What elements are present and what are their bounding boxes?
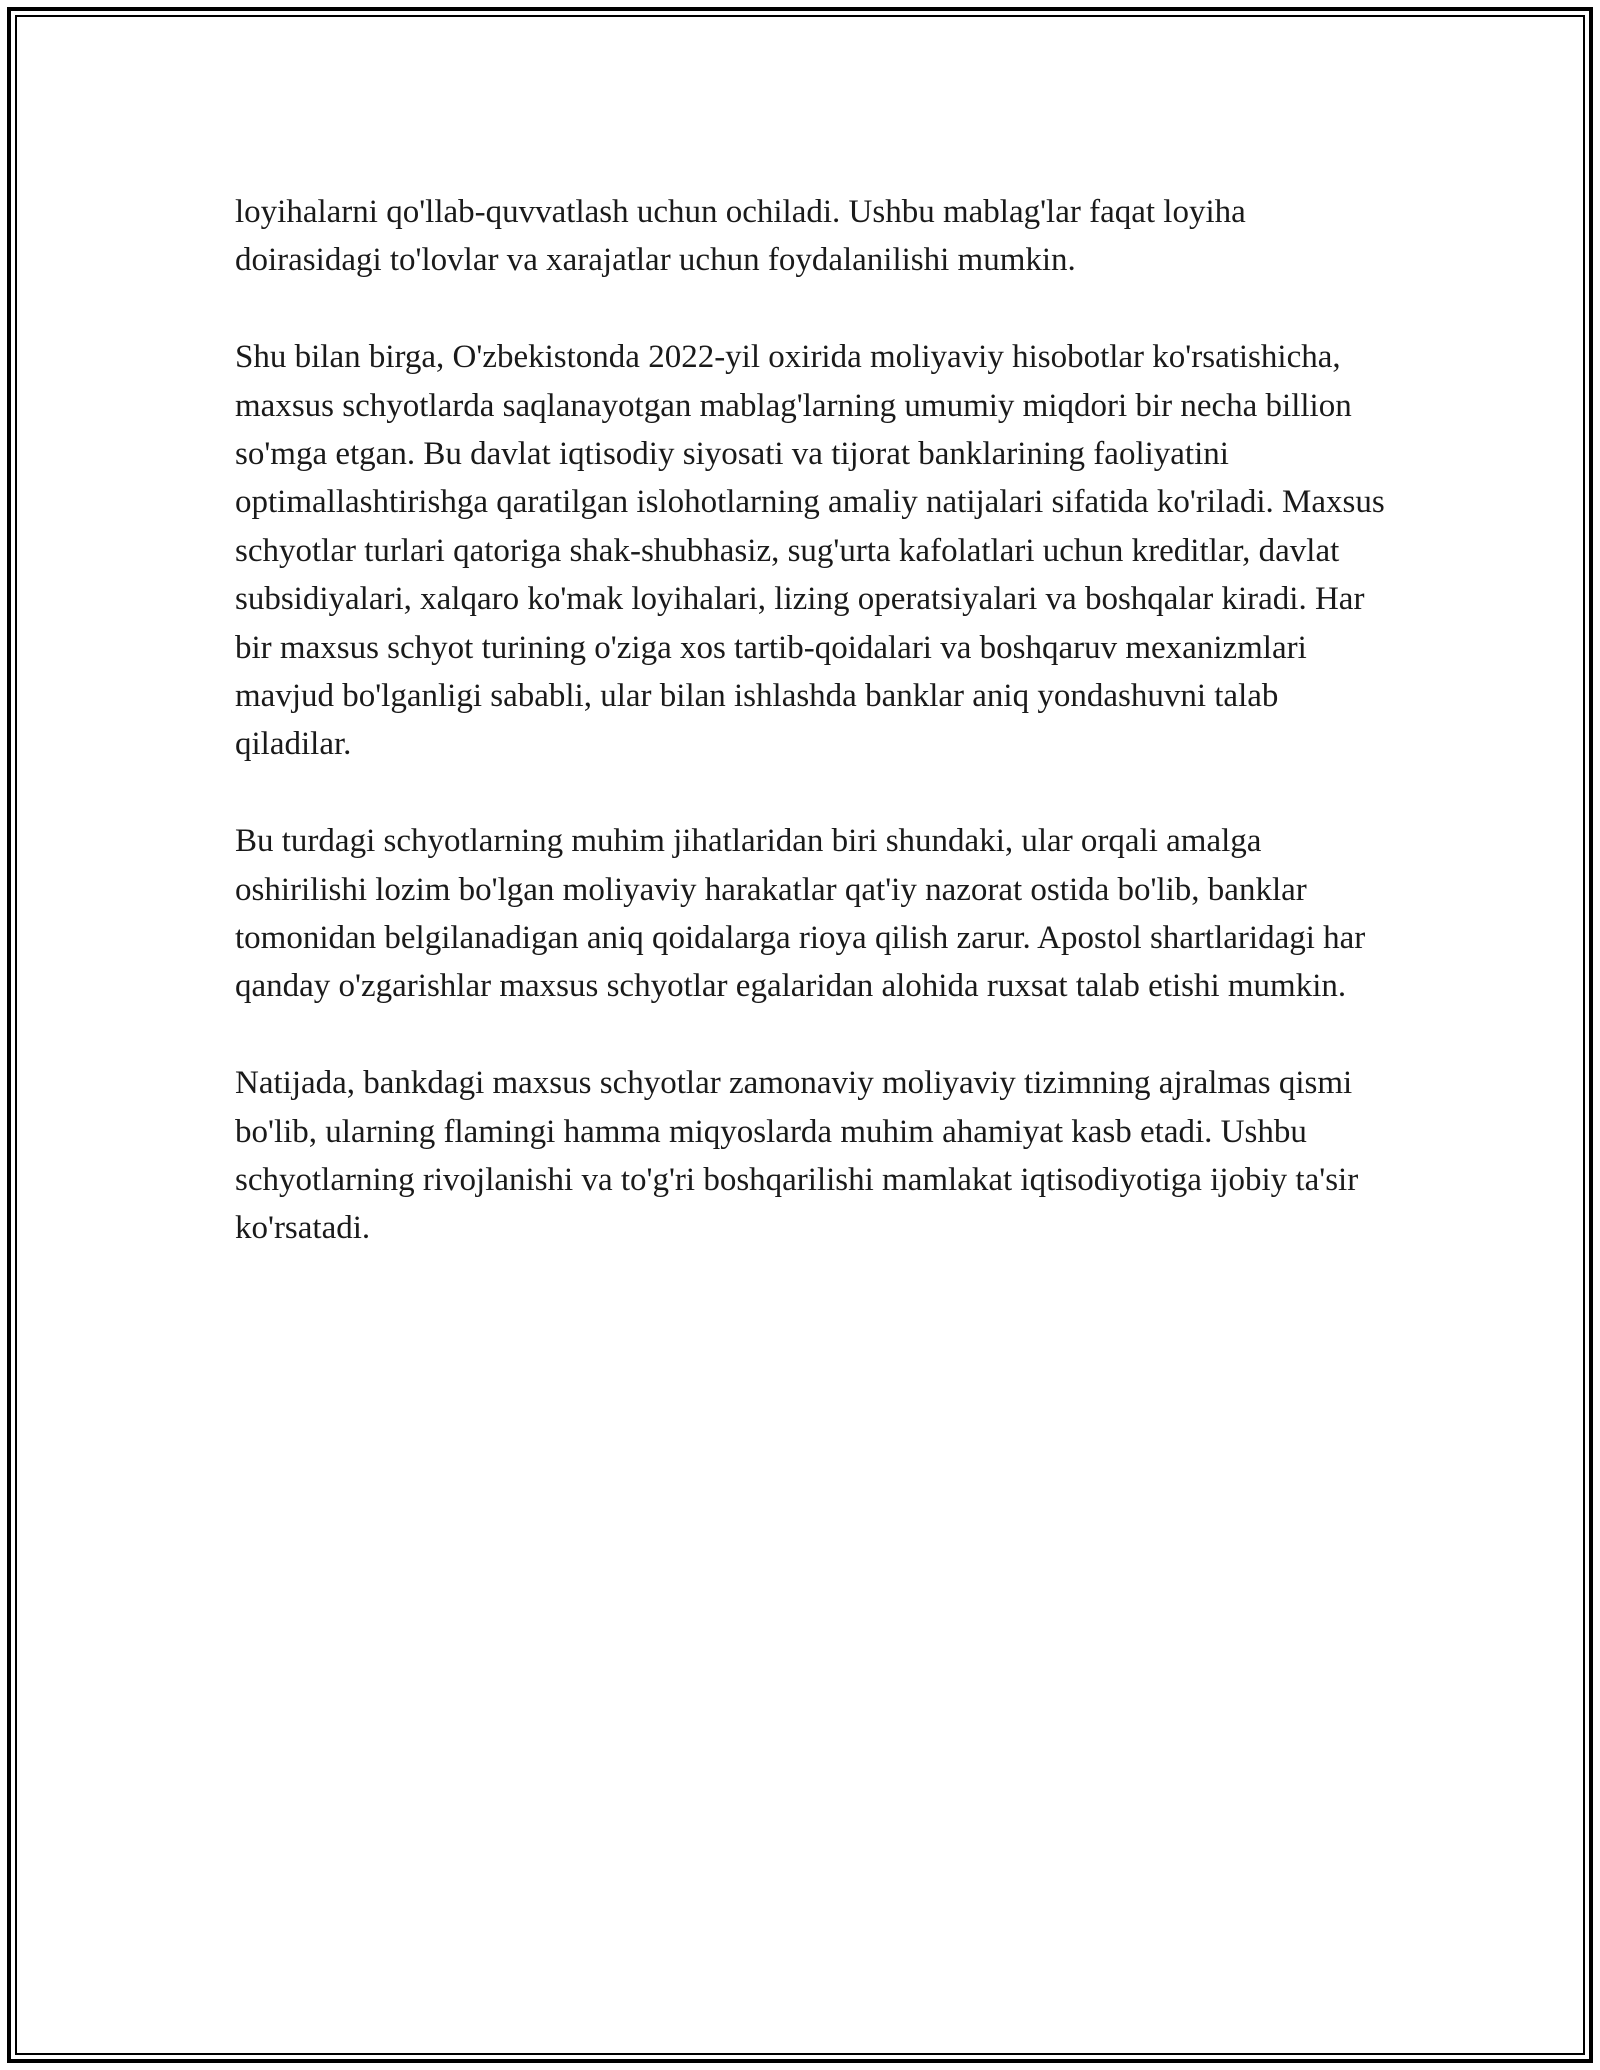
paragraph-1: loyihalarni qo'llab-quvvatlash uchun ochiladi. Ushbu mablag'lar faqat loyiha doirasidagi to'lovlar va xarajatlar uchun foydalanilishi mumkin.	[235, 194, 1246, 279]
paragraph-3: Bu turdagi schyotlarning muhim jihatlaridan biri shundaki, ular orqali amalga oshirilishi lozim bo'lgan moliyaviy harakatlar qat'iy nazorat ostida bo'lib, banklar tomonidan belgilanadigan aniq qoidalarga rioya qilish zarur. Apostol shartlaridagi har qanday o'zgarishlar maxsus schyotlar egalaridan alohida ruxsat talab etishi mumkin.	[235, 823, 1366, 1005]
paragraph-2: Shu bilan birga, O'zbekistonda 2022-yil oxirida moliyaviy hisobotlar ko'rsatishicha, maxsus schyotlarda saqlanayotgan mablag'larning umumiy miqdori bir necha billion so'mga etgan. Bu davlat iqtisodiy siyosati va tijorat banklarining faoliyatini optimallashtirishga qaratilgan islohotlarning amaliy natijalari sifatida ko'riladi. Maxsus schyotlar turlari qatoriga shak-shubhasiz, sug'urta kafolatlari uchun kreditlar, davlat subsidiyalari, xalqaro ko'mak loyihalari, lizing operatsiyalari va boshqalar kiradi. Har bir maxsus schyot turining o'ziga xos tartib-qoidalari va boshqaruv mexanizmlari mavjud bo'lganligi sababli, ular bilan ishlashda banklar aniq yondashuvni talab qiladilar.	[235, 339, 1385, 763]
paragraph-4: Natijada, bankdagi maxsus schyotlar zamonaviy moliyaviy tizimning ajralmas qismi bo'lib, ularning flamingi hamma miqyoslarda muhim ahamiyat kasb etadi. Ushbu schyotlarning rivojlanishi va to'g'ri boshqarilishi mamlakat iqtisodiyotiga ijobiy ta'sir ko'rsatadi.	[235, 1065, 1359, 1247]
document-body	[235, 188, 1385, 1301]
